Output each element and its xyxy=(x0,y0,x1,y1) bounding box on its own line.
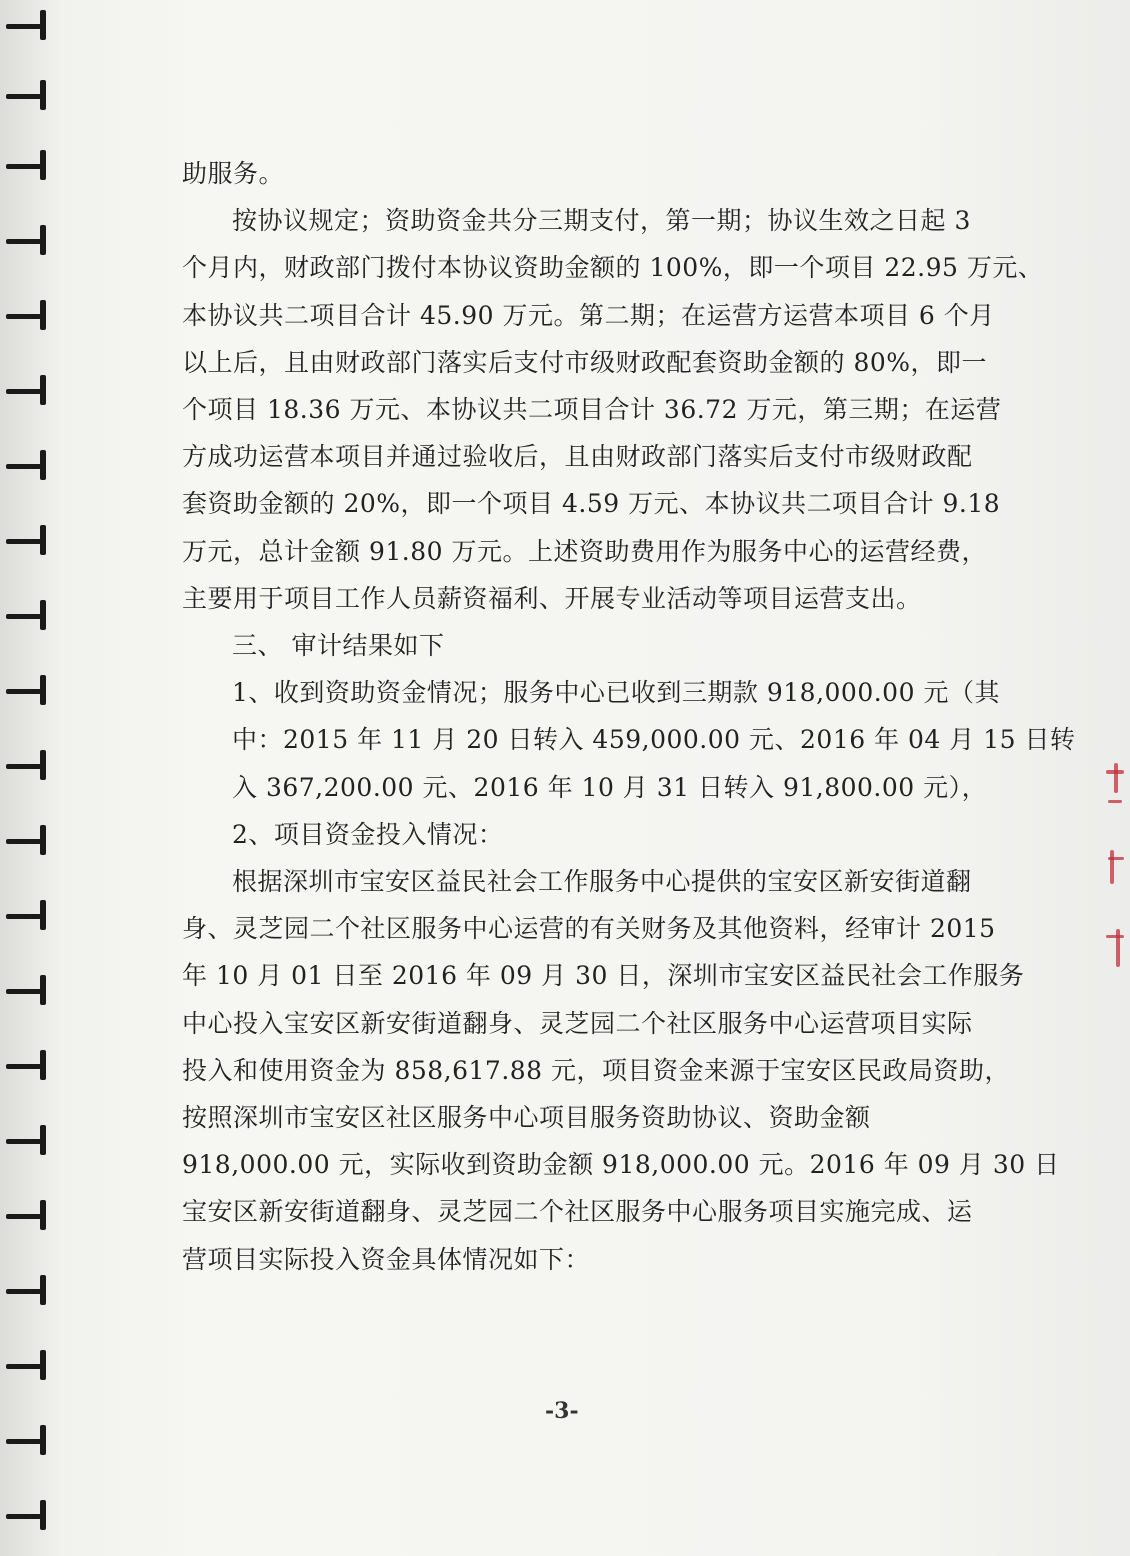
binding-mark xyxy=(6,80,50,110)
binding-mark xyxy=(6,525,50,555)
binding-mark xyxy=(6,1125,50,1155)
text-line: 本协议共二项目合计 45.90 万元。第二期；在运营方运营本项目 6 个月 xyxy=(182,300,995,330)
text-line: 918,000.00 元，实际收到资助金额 918,000.00 元。2016 年 09 月 30 日 xyxy=(182,1150,1060,1180)
binding-mark xyxy=(6,600,50,630)
text-line: 万元，总计金额 91.80 万元。上述资助费用作为服务中心的运营经费， xyxy=(182,536,987,566)
binding-mark xyxy=(6,1275,50,1305)
binding-mark xyxy=(6,450,50,480)
text-line: 中：2015 年 11 月 20 日转入 459,000.00 元、2016 年 04 月 15 日转 xyxy=(232,725,1076,755)
binding-mark xyxy=(6,300,50,330)
paragraph-text-line: 按协议规定；资助资金共分三期支付，第一期；协议生效之日起 3 xyxy=(232,206,971,236)
text-line: 入 367,200.00 元、2016 年 10 月 31 日转入 91,800.00 元）， xyxy=(232,772,988,802)
binding-mark xyxy=(6,900,50,930)
text-line: 个项目 18.36 万元、本协议共二项目合计 36.72 万元，第三期；在运营 xyxy=(182,395,1002,425)
document-body xyxy=(182,150,1076,1283)
text-line: 按照深圳市宝安区社区服务中心项目服务资助协议、资助金额 xyxy=(182,1103,871,1133)
text-line: 方成功运营本项目并通过验收后，且由财政部门落实后支付市级财政配 xyxy=(182,442,973,472)
page-number: -3- xyxy=(545,1398,579,1424)
binding-mark xyxy=(6,1425,50,1455)
binding-mark xyxy=(6,675,50,705)
text-line: 身、灵芝园二个社区服务中心运营的有关财务及其他资料，经审计 2015 xyxy=(182,914,996,944)
text-line: 中心投入宝安区新安街道翻身、灵芝园二个社区服务中心运营项目实际 xyxy=(182,1008,973,1038)
text-line: 主要用于项目工作人员薪资福利、开展专业活动等项目运营支出。 xyxy=(182,583,922,613)
binding-mark xyxy=(6,1200,50,1230)
text-line: 套资助金额的 20%，即一个项目 4.59 万元、本协议共二项目合计 9.18 xyxy=(182,489,1001,519)
text-line: 营项目实际投入资金具体情况如下： xyxy=(182,1244,591,1274)
text-line: 助服务。 xyxy=(182,159,285,188)
binding-mark xyxy=(6,975,50,1005)
binding-mark xyxy=(6,225,50,255)
red-stamp-fragment xyxy=(1098,745,1130,995)
binding-mark xyxy=(6,825,50,855)
text-line: 个月内，财政部门拨付本协议资助金额的 100%，即一个项目 22.95 万元、 xyxy=(182,253,1044,283)
text-line: 投入和使用资金为 858,617.88 元，项目资金来源于宝安区民政局资助， xyxy=(182,1055,1011,1085)
binding-mark xyxy=(6,1500,50,1530)
binding-mark xyxy=(6,150,50,180)
binding-mark xyxy=(6,10,50,40)
section-heading: 三、 审计结果如下 xyxy=(232,631,445,661)
text-line: 以上后，且由财政部门落实后支付市级财政配套资助金额的 80%，即一 xyxy=(182,347,988,377)
binding-mark xyxy=(6,375,50,405)
binding-mark xyxy=(6,1350,50,1380)
binding-mark xyxy=(6,1050,50,1080)
subsection-text-line: 1、收到资助资金情况；服务中心已收到三期款 918,000.00 元（其 xyxy=(232,678,1000,708)
binding-mark xyxy=(6,750,50,780)
subsection-heading: 2、项目资金投入情况： xyxy=(232,819,504,849)
paragraph-text-line: 根据深圳市宝安区益民社会工作服务中心提供的宝安区新安街道翻 xyxy=(232,867,972,897)
text-line: 年 10 月 01 日至 2016 年 09 月 30 日，深圳市宝安区益民社会工作服务 xyxy=(182,961,1025,991)
text-line: 宝安区新安街道翻身、灵芝园二个社区服务中心服务项目实施完成、运 xyxy=(182,1197,973,1227)
binding-marks xyxy=(0,0,70,1556)
